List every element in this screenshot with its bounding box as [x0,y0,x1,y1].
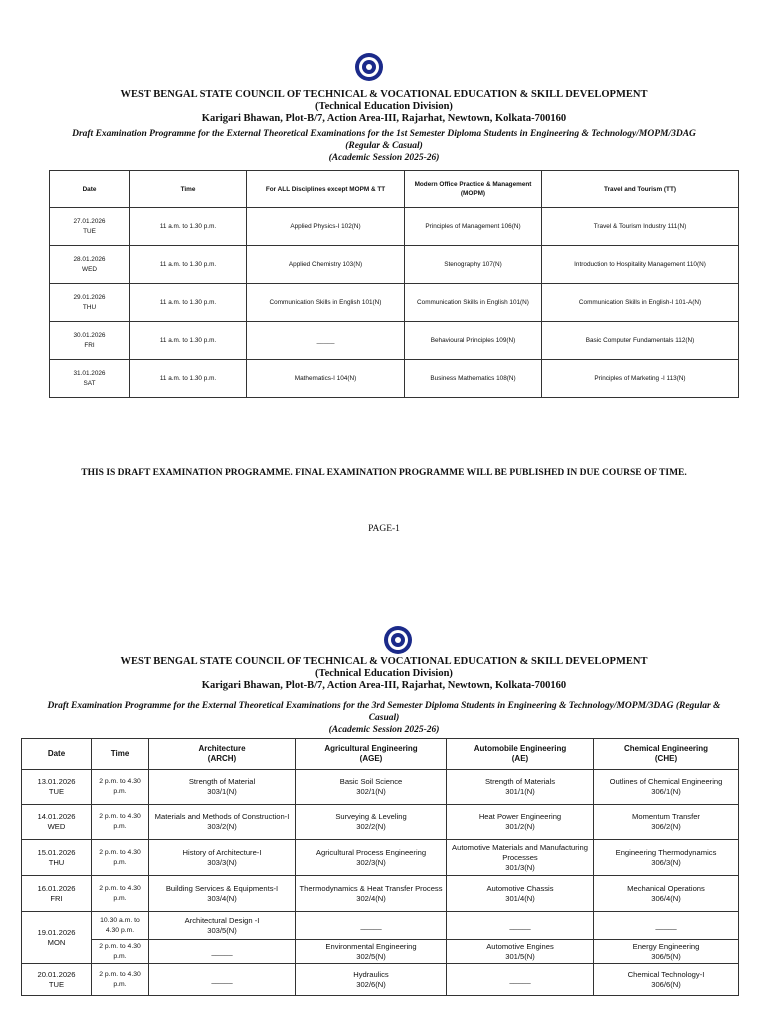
time-cell: 11 a.m. to 1.30 p.m. [130,246,247,284]
empty-cell: _____ [447,912,594,940]
empty-cell: _____ [447,964,594,996]
time-cell: 10.30 a.m. to 4.30 p.m. [92,912,149,940]
day: WED [82,265,97,273]
column-header: Modern Office Practice & Management (MOPM) [405,171,542,208]
date: 27.01.2026 [73,217,106,225]
subject-cell: Travel & Tourism Industry 111(N) [542,208,739,246]
subject-cell: Automotive Engines 301/5(N) [447,940,594,964]
subject-cell: Communication Skills in English 101(N) [405,284,542,322]
table-row [50,208,739,246]
time-cell: 11 a.m. to 1.30 p.m. [130,322,247,360]
time-cell: 2 p.m. to 4.30 p.m. [92,940,149,964]
column-header: Agricultural Engineering (AGE) [296,739,447,770]
day: FRI [84,341,95,349]
council-name: WEST BENGAL STATE COUNCIL OF TECHNICAL & VOCATIONAL EDUCATION & SKILL DEVELOPMENT [120,89,648,100]
date-cell: 13.01.2026 TUE [22,770,92,805]
subject-cell: Principles of Management 106(N) [405,208,542,246]
subject-cell: Behavioural Principles 109(N) [405,322,542,360]
subject-cell: Agricultural Process Engineering 302/3(N) [296,840,447,876]
date-cell: 20.01.2026 TUE [22,964,92,996]
council-address: Karigari Bhawan, Plot-B/7, Action Area-III, Rajarhat, Newtown, Kolkata-700160 [201,113,567,124]
subject-cell: History of Architecture-I 303/3(N) [149,840,296,876]
subject-cell: Applied Chemistry 103(N) [247,246,405,284]
date-cell [50,246,130,284]
table-row [50,284,739,322]
page1-session: (Academic Session 2025-26) [328,153,440,163]
subject-cell: Automotive Chassis 301/4(N) [447,876,594,912]
empty-cell: _____ [149,964,296,996]
time-cell: 11 a.m. to 1.30 p.m. [130,360,247,398]
time-cell: 2 p.m. to 4.30 p.m. [92,964,149,996]
page-number: PAGE-1 [368,524,400,534]
subject-cell: Basic Soil Science 302/1(N) [296,770,447,805]
council-address: Karigari Bhawan, Plot-B/7, Action Area-III, Rajarhat, Newtown, Kolkata-700160 [201,680,567,691]
subject-cell: Surveying & Leveling 302/2(N) [296,805,447,840]
column-header: Architecture (ARCH) [149,739,296,770]
page1-title: Draft Examination Programme for the External Theoretical Examinations for the 1st Semester Diploma Students in Engineering & Technology/MOPM/3DAG [72,129,696,139]
council-logo [354,52,384,82]
date-cell: 15.01.2026 THU [22,840,92,876]
day: SAT [83,379,96,387]
page2-session: (Academic Session 2025-26) [328,725,440,735]
date: 31.01.2026 [73,369,106,377]
time-cell: 2 p.m. to 4.30 p.m. [92,876,149,912]
subject-cell: Materials and Methods of Construction-I 303/2(N) [149,805,296,840]
subject-cell: Strength of Materials 301/1(N) [447,770,594,805]
subject-cell: Stenography 107(N) [405,246,542,284]
subject-cell: Architectural Design -I 303/5(N) [149,912,296,940]
subject-cell: Outlines of Chemical Engineering 306/1(N) [594,770,739,805]
time-cell: 2 p.m. to 4.30 p.m. [92,840,149,876]
table-row [22,805,739,840]
date-cell [50,284,130,322]
subject-cell: Hydraulics 302/6(N) [296,964,447,996]
subject-cell: Building Services & Equipments-I 303/4(N) [149,876,296,912]
page1-title-line2: (Regular & Casual) [345,141,423,151]
column-header: Automobile Engineering (AE) [447,739,594,770]
council-logo [383,625,413,655]
table-row [22,912,739,940]
page2-schedule-table [21,738,739,996]
subject-cell: Thermodynamics & Heat Transfer Process 302/4(N) [296,876,447,912]
table-row [22,964,739,996]
subject-cell: Introduction to Hospitality Management 110(N) [542,246,739,284]
page2-title-line2: Casual) [368,713,400,723]
column-header: For ALL Disciplines except MOPM & TT [247,171,405,208]
column-header: Date [50,171,130,208]
table-header-row [50,171,739,208]
subject-cell: Mathematics-I 104(N) [247,360,405,398]
subject-cell: Communication Skills in English 101(N) [247,284,405,322]
page2-title: Draft Examination Programme for the External Theoretical Examinations for the 3rd Semester Diploma Students in Engineering & Technology/MOPM/3DAG (Regular & [47,701,721,711]
subject-cell: Environmental Engineering 302/5(N) [296,940,447,964]
time-cell: 2 p.m. to 4.30 p.m. [92,805,149,840]
draft-notice: THIS IS DRAFT EXAMINATION PROGRAMME. FINAL EXAMINATION PROGRAMME WILL BE PUBLISHED IN DUE COURSE OF TIME. [81,468,687,478]
table-row [50,322,739,360]
page1-schedule-table [49,170,739,398]
subject-cell: Strength of Material 303/1(N) [149,770,296,805]
subject-cell: Basic Computer Fundamentals 112(N) [542,322,739,360]
table-row [22,840,739,876]
date-cell [50,208,130,246]
date-cell [50,360,130,398]
subject-cell: _____ [247,322,405,360]
table-header-row [22,739,739,770]
table-row [22,770,739,805]
empty-cell: _____ [296,912,447,940]
day: THU [82,303,97,311]
empty-cell: _____ [594,912,739,940]
division-name: (Technical Education Division) [315,668,453,679]
time-cell: 11 a.m. to 1.30 p.m. [130,284,247,322]
subject-cell: Automotive Materials and Manufacturing Processes 301/3(N) [447,840,594,876]
subject-cell: Applied Physics-I 102(N) [247,208,405,246]
column-header: Time [130,171,247,208]
date-cell [50,322,130,360]
subject-cell: Engineering Thermodynamics 306/3(N) [594,840,739,876]
column-header: Date [22,739,92,770]
table-row [50,360,739,398]
date: 30.01.2026 [73,331,106,339]
time-cell: 2 p.m. to 4.30 p.m. [92,770,149,805]
date: 28.01.2026 [73,255,106,263]
council-name: WEST BENGAL STATE COUNCIL OF TECHNICAL & VOCATIONAL EDUCATION & SKILL DEVELOPMENT [120,656,648,667]
empty-cell: _____ [149,940,296,964]
column-header: Travel and Tourism (TT) [542,171,739,208]
subject-cell: Communication Skills in English-I 101-A(N) [542,284,739,322]
subject-cell: Energy Engineering 306/5(N) [594,940,739,964]
day: TUE [83,227,96,235]
subject-cell: Chemical Technology-I 306/6(N) [594,964,739,996]
time-cell: 11 a.m. to 1.30 p.m. [130,208,247,246]
subject-cell: Mechanical Operations 306/4(N) [594,876,739,912]
subject-cell: Business Mathematics 108(N) [405,360,542,398]
date-cell: 19.01.2026 MON [22,912,92,964]
date: 29.01.2026 [73,293,106,301]
subject-cell: Momentum Transfer 306/2(N) [594,805,739,840]
date-cell: 16.01.2026 FRI [22,876,92,912]
column-header: Time [92,739,149,770]
division-name: (Technical Education Division) [315,101,453,112]
table-row [22,876,739,912]
date-cell: 14.01.2026 WED [22,805,92,840]
subject-cell: Principles of Marketing -I 113(N) [542,360,739,398]
subject-cell: Heat Power Engineering 301/2(N) [447,805,594,840]
table-row [50,246,739,284]
table-row [22,940,739,964]
column-header: Chemical Engineering (CHE) [594,739,739,770]
